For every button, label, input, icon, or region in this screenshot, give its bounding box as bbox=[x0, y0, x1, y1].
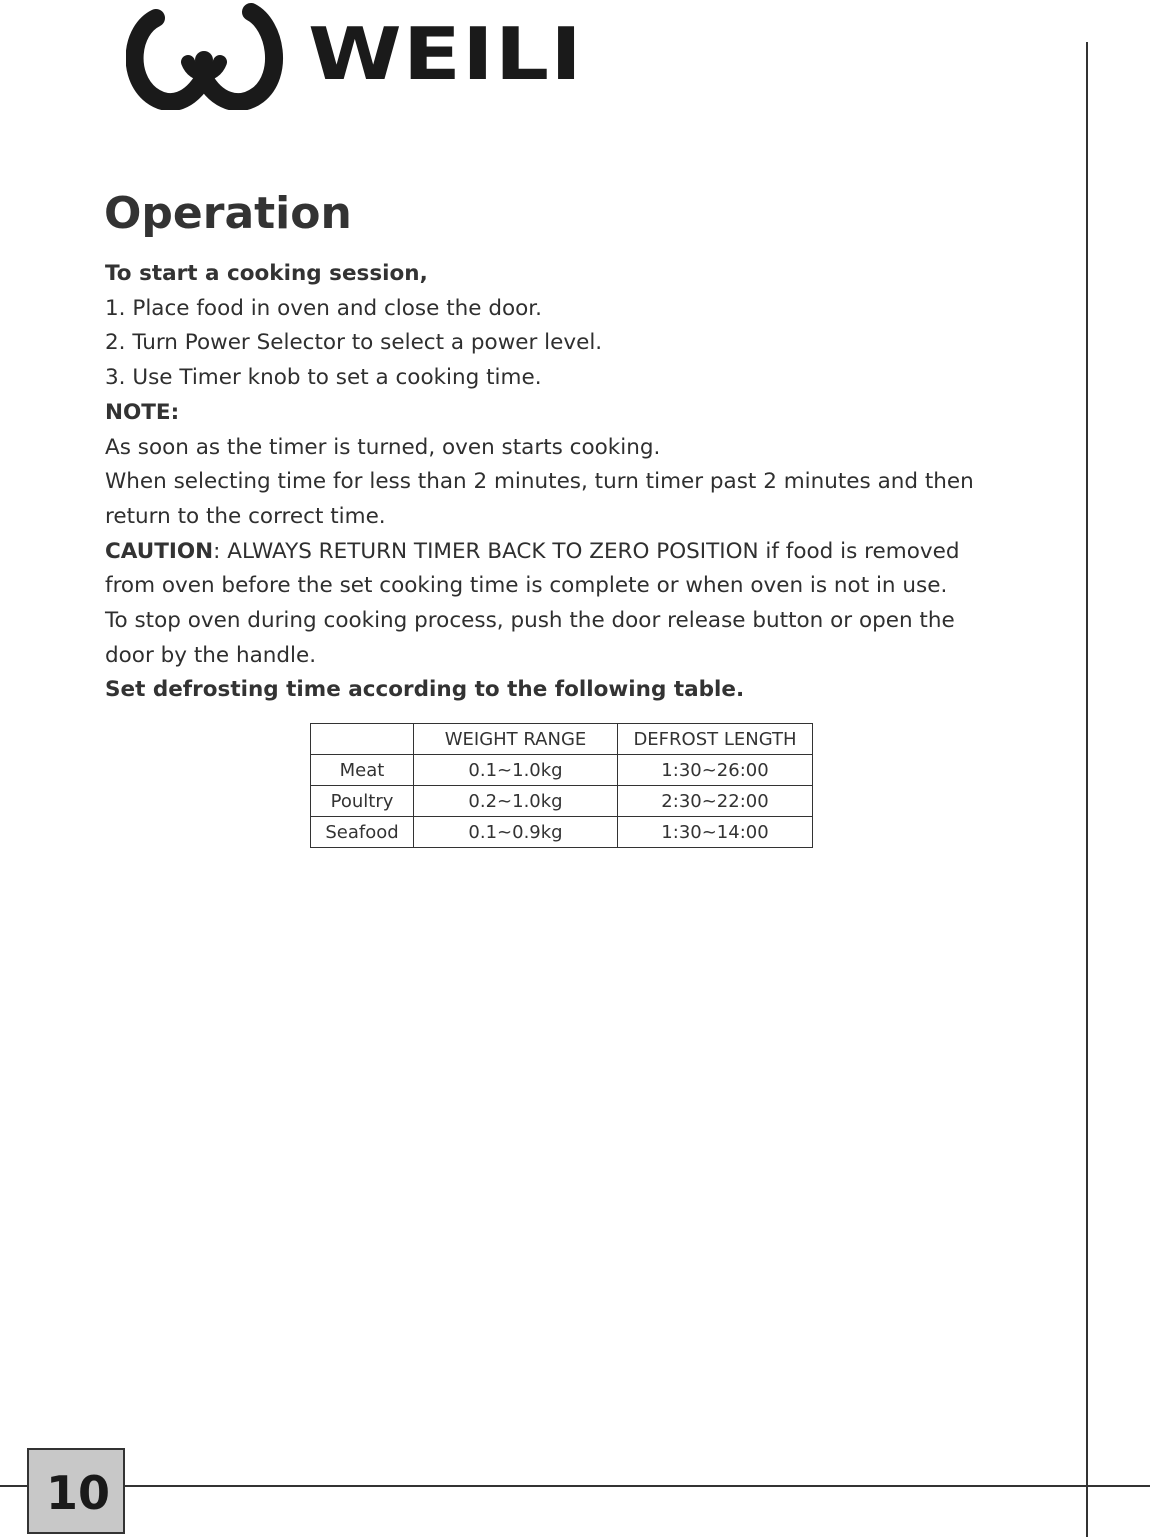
table-cell: Seafood bbox=[311, 817, 414, 848]
caution-label: CAUTION bbox=[105, 538, 214, 564]
page-border-horizontal bbox=[0, 1485, 1150, 1487]
step-2: 2. Turn Power Selector to select a power level. bbox=[105, 330, 603, 356]
note-heading: NOTE: bbox=[105, 399, 180, 425]
table-cell: 1:30~26:00 bbox=[618, 755, 813, 786]
table-row bbox=[311, 817, 813, 848]
brand-name: WEILI bbox=[308, 12, 584, 96]
table-header-cell: WEIGHT RANGE bbox=[414, 724, 618, 755]
caution-text: : ALWAYS RETURN TIMER BACK TO ZERO POSITION if food is removed bbox=[213, 538, 960, 564]
page-border-vertical bbox=[1086, 42, 1088, 1537]
table-header-cell: DEFROST LENGTH bbox=[618, 724, 813, 755]
defrost-table bbox=[310, 723, 813, 848]
table-row bbox=[311, 786, 813, 817]
step-1: 1. Place food in oven and close the door. bbox=[105, 295, 542, 321]
table-cell: 0.2~1.0kg bbox=[414, 786, 618, 817]
table-header-row bbox=[311, 724, 813, 755]
caution-line bbox=[105, 535, 1045, 570]
defrost-table-wrapper bbox=[310, 723, 813, 848]
page-number-box bbox=[27, 1448, 125, 1534]
table-row bbox=[311, 755, 813, 786]
page-title: Operation bbox=[104, 188, 352, 239]
table-cell: 0.1~0.9kg bbox=[414, 817, 618, 848]
table-header-cell bbox=[311, 724, 414, 755]
note-line-3: return to the correct time. bbox=[105, 503, 386, 529]
intro-heading: To start a cooking session, bbox=[105, 261, 428, 286]
table-cell: Poultry bbox=[311, 786, 414, 817]
step-3: 3. Use Timer knob to set a cooking time. bbox=[105, 365, 542, 391]
caution-line-2: from oven before the set cooking time is complete or when oven is not in use. bbox=[105, 573, 948, 599]
page-number: 10 bbox=[45, 1466, 110, 1520]
table-intro: Set defrosting time according to the following table. bbox=[105, 677, 745, 703]
brand-logo bbox=[126, 0, 584, 110]
operation-instructions bbox=[105, 257, 1045, 708]
note-line-2: When selecting time for less than 2 minutes, turn timer past 2 minutes and then bbox=[105, 469, 974, 495]
caution-line-3: To stop oven during cooking process, push the door release button or open the bbox=[105, 608, 955, 634]
note-line-1: As soon as the timer is turned, oven starts cooking. bbox=[105, 434, 661, 460]
weili-logo-icon bbox=[126, 0, 286, 110]
table-cell: 2:30~22:00 bbox=[618, 786, 813, 817]
table-cell: 0.1~1.0kg bbox=[414, 755, 618, 786]
table-cell: Meat bbox=[311, 755, 414, 786]
table-cell: 1:30~14:00 bbox=[618, 817, 813, 848]
caution-line-4: door by the handle. bbox=[105, 642, 317, 668]
